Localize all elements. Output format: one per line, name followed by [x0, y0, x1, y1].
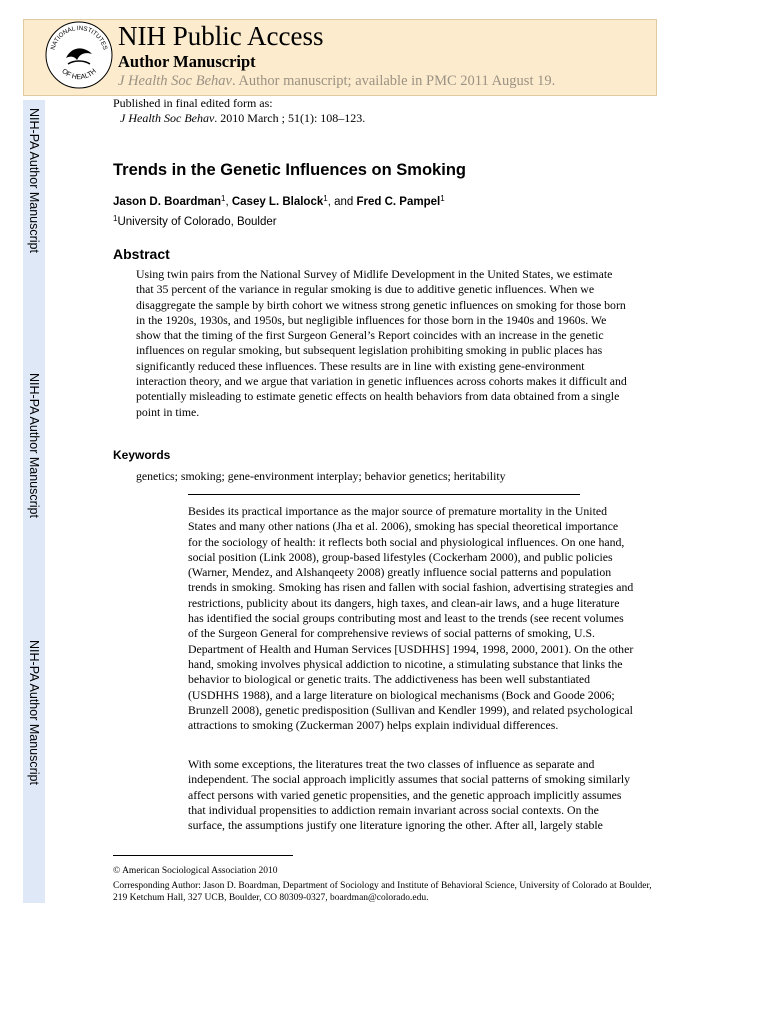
author-sup: 1 [221, 194, 226, 203]
affiliation-text: University of Colorado, Boulder [117, 216, 277, 228]
keywords-heading: Keywords [113, 448, 171, 462]
author-sup: 1 [323, 194, 328, 203]
header-availability [118, 72, 555, 90]
author-sup: 1 [440, 194, 445, 203]
author-name: Fred C. Pampel [356, 196, 441, 208]
body-paragraph: Besides its practical importance as the major source of premature mortality in the United States and many other nations (Jha et al. 2006), smoking has special theoretical importance for the sociology of health: it reflects both social and physiological influences. On one hand, social position (Link 2008), group-based lifestyles (Cockerham 2000), and public policies (Warner, Mendez, and Alshanqeety 2008) greatly influence social patterns and population trends in smoking. Smoking has risen and fallen with social fashion, advertising strategies and restrictions, publicity about its dangers, high taxes, and clean-air laws, and a huge literature has identified the social groups contributing most and least to the trends (see recent volumes of the Surgeon General for comprehensive reviews of social patterns of smoking, U.S. Department of Health and Human Services [USDHHS] 1994, 1998, 2000, 2001). On the other hand, smoking involves physical addiction to nicotine, a stimulating substance that links the behavior to biological or genetic traits. The addictiveness has been well substantiated (USDHHS 1988), and a large literature on biological mechanisms (Bock and Goode 2006; Brunzell 2008), genetic predisposition (Sullivan and Kendler 1999), and related psychological attractions to smoking (Zuckerman 2007) helps explain individual differences. [188, 504, 634, 733]
section-divider [188, 494, 580, 495]
published-note: Published in final edited form as: [113, 96, 273, 110]
header-journal: J Health Soc Behav [118, 73, 232, 89]
affiliation [113, 215, 277, 230]
header-title: NIH Public Access [118, 21, 324, 51]
author-name: Casey L. Blalock [231, 196, 324, 208]
author-separator: , and [327, 196, 357, 208]
paper-title: Trends in the Genetic Influences on Smoking [113, 161, 466, 179]
abstract-text: Using twin pairs from the National Survey of Midlife Development in the United States, we estimate that 35 percent of the variance in regular smoking is due to additive genetic influences. When we disaggregate the sample by birth cohort we witness strong genetic influences on smoking for those born in the 1920s, 1930s, and 1950s, but negligible influences for those born in the 1940s and 1960s. We show that the timing of the first Surgeon General’s Report coincides with an increase in the genetic influences on regular smoking, but subsequent legislation prohibiting smoking in public places has significantly reduced these influences. These results are in line with existing gene-environment interaction theory, and we argue that variation in genetic influences across cohorts makes it difficult and potentially misleading to estimate genetic effects on health behaviors from data obtained from a single point in time. [136, 267, 627, 419]
body-paragraph: With some exceptions, the literatures treat the two classes of influence as separate and independent. The social approach implicitly assumes that social patterns of smoking similarly affect persons with varied genetic propensities, and the genetic approach implicitly assumes that individual propensities to addiction remain invariant across social contexts. On the surface, the assumptions justify one literature ignoring the other. After all, largely stable [188, 757, 631, 833]
header-subtitle: Author Manuscript [118, 52, 256, 71]
citation-details: . 2010 March ; 51(1): 108–123. [214, 111, 366, 125]
side-label: NIH-PA Author Manuscript [27, 373, 41, 518]
side-label: NIH-PA Author Manuscript [27, 108, 41, 253]
abstract-heading: Abstract [113, 246, 170, 262]
keywords-list: genetics; smoking; gene-environment interplay; behavior genetics; heritability [136, 469, 506, 483]
author-name: Jason D. Boardman [113, 196, 221, 208]
footnote-divider [113, 855, 293, 856]
logo-text-bottom: OF HEALTH [60, 67, 98, 82]
logo-text-top: NATIONAL INSTITUTES [49, 24, 109, 51]
copyright-note: © American Sociological Association 2010 [113, 866, 278, 876]
author-list [113, 195, 445, 210]
affiliation-sup: 1 [113, 214, 118, 223]
header-availability-text: . Author manuscript; available in PMC 2011 August 19. [231, 73, 556, 89]
side-label: NIH-PA Author Manuscript [27, 640, 41, 785]
author-separator: , [225, 196, 232, 208]
corresponding-author-note: Corresponding Author: Jason D. Boardman, Department of Sociology and Institute of Behavioral Science, University of Colorado at Boulder, 219 Ketchum Hall, 327 UCB, Boulder, CO 80309-0327, boardman@colorado.edu. [113, 881, 652, 903]
nih-logo [44, 20, 114, 90]
citation-journal: J Health Soc Behav [120, 111, 215, 125]
side-strip [23, 100, 45, 903]
citation [120, 111, 365, 126]
